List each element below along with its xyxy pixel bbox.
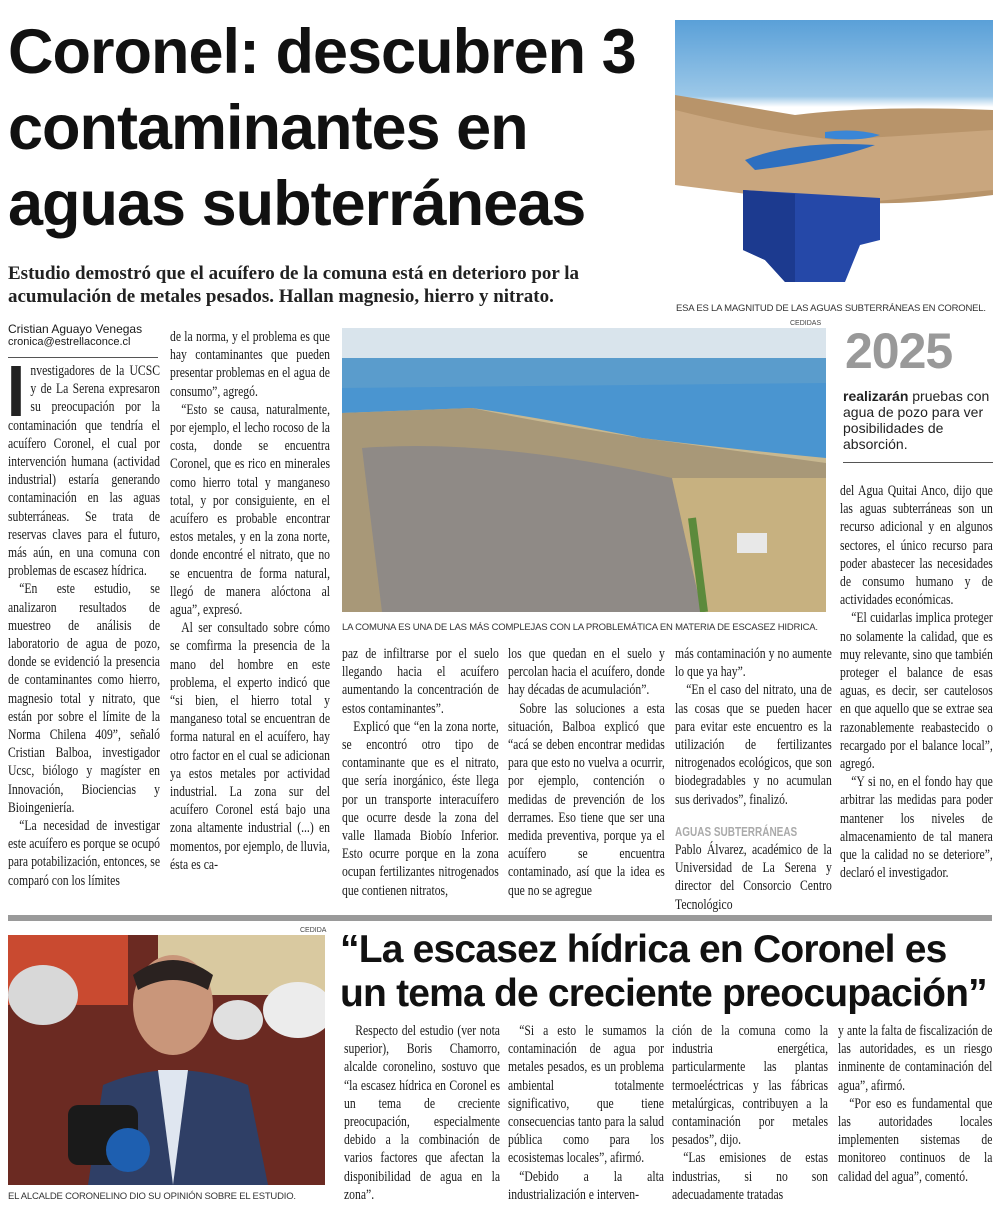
paragraph: del Agua Quitai Anco, dijo que las aguas subterráneas son un recurso adicional y en algunos sectores, el único recurso para poder abastecer las necesidades de consumo humano y de actividades económicas. <box>840 483 993 609</box>
paragraph: “El cuidarlas implica proteger no solamente la calidad, que es muy relevante, sino que también proteger el balance de esas aguas, es decir, ser cautelosos en que aquello que se extrae sea razonablemente reabastecido o recargado por el balance local”, agregó. <box>840 610 993 773</box>
paragraph: Pablo Álvarez, académico de la Universidad de La Serena y director del Consorcio Centro Tecnológico <box>675 842 832 913</box>
paragraph: más contaminación y no aumente lo que ya hay”. <box>675 646 832 681</box>
article-column-5 <box>675 645 832 914</box>
second-column-1 <box>344 1022 500 1204</box>
highlight-number: 2025 <box>845 323 953 379</box>
paragraph: Explicó que “en la zona norte, se encontró otro tipo de contaminante que es el nitrato, que sería inorgánico, éste llega por un transporte interacuífero que ocurre desde la zona del valle llamada Biobío Inferior. Esto ocurre porque en la zona ocupan fertilizantes nitrogenados que contienen nitratos, <box>342 718 499 899</box>
paragraph: “Debido a la alta industrialización e interven- <box>508 1168 664 1203</box>
drop-cap-i <box>11 366 21 416</box>
second-column-4 <box>838 1022 992 1186</box>
article-column-3 <box>342 645 499 900</box>
paragraph: “En este estudio, se analizaron resultados de muestreo de análisis de laboratorio de agua de pozo, donde se evidenció la presencia de contaminantes como hierro, magnesio total y nitrato, que están por sobre el límite de la Norma Chilena 409”, señaló Cristian Balboa, investigador Ucsc, biólogo y magíster en Innovación, Biociencias y Bioingeniería. <box>8 581 161 816</box>
deck: Estudio demostró que el acuífero de la comuna está en deterioro por la acumulación de metales pesados. Hallan magnesio, hierro y nitrato. <box>8 263 580 307</box>
paragraph: los que quedan en el suelo y percolan hacia el acuífero, donde hay décadas de acumulación”. <box>508 646 665 699</box>
second-column-3 <box>672 1022 828 1204</box>
paragraph: “La necesidad de investigar este acuífero es porque se ocupó para potabilización, entonces, se comparó con los límites <box>8 818 161 889</box>
paragraph: de la norma, y el problema es que hay contaminantes que pueden presentar problemas en el agua de consumo”, agregó. <box>170 329 330 400</box>
paragraph: “Y si no, en el fondo hay que arbitrar las medidas para poder mantener los niveles de almacenamiento de tal manera que la calidad no se deteriore”, declaró el investigador. <box>840 774 993 882</box>
paragraph: “Si a esto le sumamos la contaminación de agua por metales pesados, es un problema ambiental totalmente significativo, que tiene consecuencias tanto para la salud pública como para los ecosistemas locales”, afirmó. <box>508 1023 664 1167</box>
divider <box>843 462 993 463</box>
article-column-1 <box>8 362 160 890</box>
article-column-6 <box>840 482 993 882</box>
aerial-photo <box>342 328 826 612</box>
author-name: Cristian Aguayo Venegas <box>8 322 143 336</box>
second-photo-caption: EL ALCALDE CORONELINO DIO SU OPINIÓN SOBRE EL ESTUDIO. <box>8 1191 296 1202</box>
byline <box>8 323 158 358</box>
paragraph: nvestigadores de la UCSC y de La Serena expresaron su preocupación por la contaminación que tendría el acuífero Coronel, el cual por intervención humana (actividad industrial) estaría generando contaminación en las aguas subterráneas. Se trata de reservas claves para el futuro, más aún, en una comuna con problemas de escasez hídrica. <box>8 363 161 580</box>
photo-caption: LA COMUNA ES UNA DE LAS MÁS COMPLEJAS CON LA PROBLEMÁTICA EN MATERIA DE ESCASEZ HIDRICA. <box>342 622 818 633</box>
highlight-body: pruebas con agua de pozo para ver posibilidades de absorción. <box>843 388 990 452</box>
paragraph: “En el caso del nitrato, una de las cosas que se pueden hacer para evitar este encuentro es la utilización de fertilizantes nitrogenados ecológicos, que son biodegradables y no acumulan sus derivados”, finalizó. <box>675 682 832 808</box>
mayor-photo <box>8 935 325 1185</box>
second-photo-credit: CEDIDA <box>300 927 327 934</box>
headline: Coronel: descubren 3 contaminantes en aguas subterráneas <box>8 17 636 239</box>
paragraph: “Esto se causa, naturalmente, por ejemplo, el lecho rocoso de la costa, donde se encuentra Coronel, que es rico en minerales como hierro total y manganeso total, y por consiguiente, en el acuífero es probable encontrar estos metales, y en la zona norte, donde encontré el nitrato, que no se encuentra de forma natural, llegó de manera alóctona al agua”, expresó. <box>170 401 330 619</box>
author-email[interactable]: cronica@estrellaconce.cl <box>8 336 131 348</box>
second-headline: “La escasez hídrica en Coronel es un tema de creciente preocupación” <box>340 928 987 1015</box>
paragraph: “Por eso es fundamental que las autoridades locales implementen sistemas de monitoreo continuos de la calidad del agua”, comentó. <box>838 1095 993 1185</box>
paragraph: Sobre las soluciones a esta situación, Balboa explicó que “acá se deben encontrar medidas para que esto no vuelva a ocurrir, por ejemplo, contención o medidas de prevención de los derrames. Eso tiene que ser una medida preventiva, porque ya el acuífero se encuentra contaminado, así que la idea es que no se agregue <box>508 700 665 899</box>
aquifer-3d-image <box>675 20 993 292</box>
second-column-2 <box>508 1022 664 1204</box>
paragraph: “Las emisiones de estas industrias, si no son adecuadamente tratadas <box>672 1150 828 1203</box>
paragraph: y ante la falta de fiscalización de las autoridades, es un riesgo inminente de contaminación del agua”, afirmó. <box>838 1023 993 1094</box>
highlight-lead: realizarán <box>843 388 909 404</box>
subhead: AGUAS SUBTERRÁNEAS <box>675 824 798 839</box>
paragraph: paz de infiltrarse por el suelo llegando hacia el acuífero aumentando la concentración de estos contaminantes”. <box>342 646 499 717</box>
paragraph: ción de la comuna como la industria energética, particularmente las plantas termoeléctricas y las fábricas metalúrgicas, contribuyen a la contaminación por metales pesados”, dijo. <box>672 1023 828 1149</box>
paragraph: Respecto del estudio (ver nota superior), Boris Chamorro, alcalde coronelino, sostuvo que “la escasez hídrica en Coronel es un tema de creciente preocupación, especialmente debido a la combinación de varios factores que afectan la disponibilidad de agua en la zona”. <box>344 1023 500 1203</box>
article-column-4 <box>508 645 665 900</box>
highlight-text <box>843 388 993 452</box>
paragraph: Al ser consultado sobre cómo se comfirma la presencia de la mano del hombre en este problema, el experto indicó que “si bien, el hierro total y manganeso total se encuentran de forma natural en el acuífero, hay otro factor en el cual se adicionan ya estos metales por actividad industrial. La zona sur del acuífero Coronel está bajo una zona altamente industrial (...) en momentos, por ejemplo, de lluvia, ésta es ca- <box>170 620 330 873</box>
top-image-caption: ESA ES LA MAGNITUD DE LAS AGUAS SUBTERRÁNEAS EN CORONEL. <box>676 303 986 314</box>
photo-credit: CEDIDAS <box>790 320 822 327</box>
section-separator <box>8 915 992 921</box>
article-column-2 <box>170 328 330 874</box>
